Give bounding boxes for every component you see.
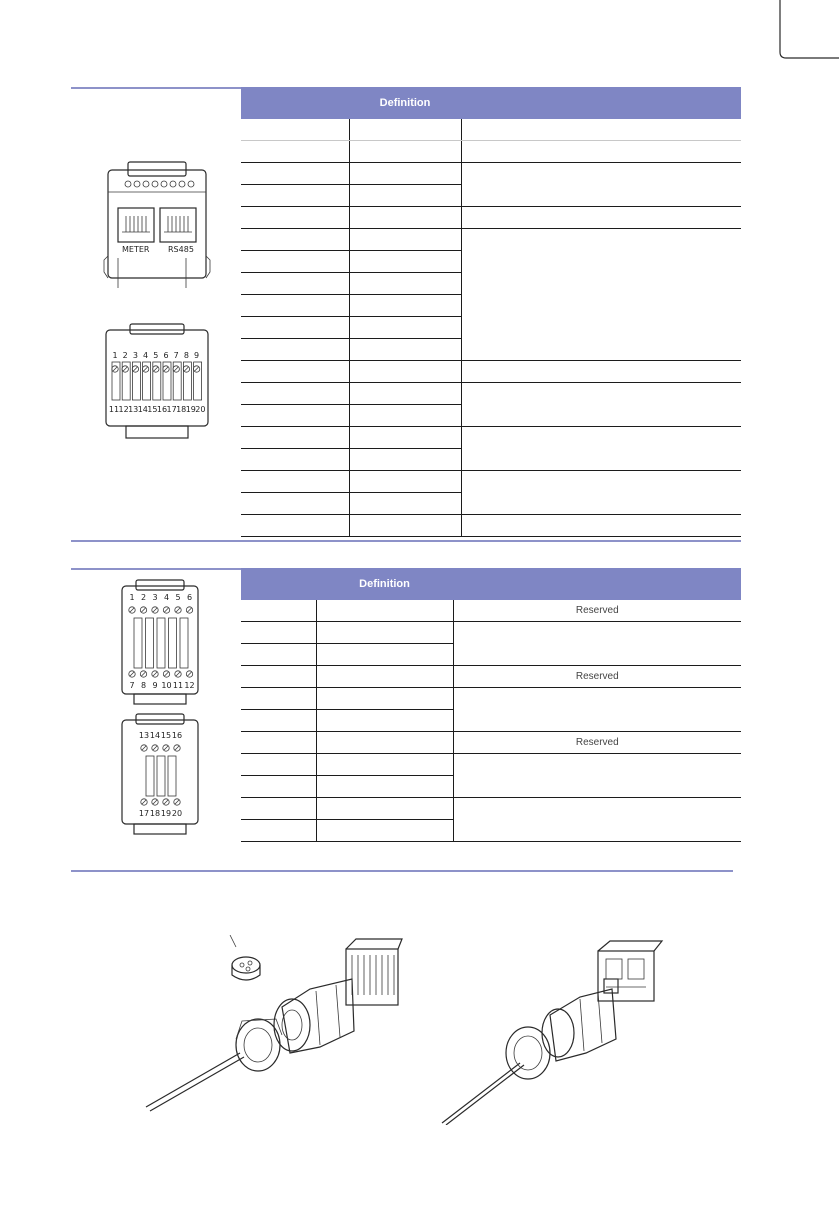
pin-cell	[241, 295, 349, 317]
pin-cell	[241, 688, 316, 710]
pin-number-label: 13	[128, 405, 139, 414]
table-1-header-definition: Definition	[349, 87, 461, 119]
pin-cell	[241, 119, 349, 141]
definition-cell	[316, 776, 453, 798]
description-cell	[453, 798, 741, 842]
pin-cell	[241, 405, 349, 427]
table-row	[241, 622, 741, 644]
definition-cell	[349, 493, 461, 515]
pin-number-label: 17	[166, 405, 177, 414]
definition-cell	[316, 666, 453, 688]
pin-cell	[241, 163, 349, 185]
section-2-bottom-rule	[71, 870, 733, 872]
pin-cell	[241, 710, 316, 732]
table-row	[241, 471, 741, 493]
pin-number-label: 19	[160, 809, 172, 818]
description-cell	[461, 361, 741, 383]
table-row	[241, 383, 741, 405]
description-cell	[453, 754, 741, 798]
pin-number-label: 11	[172, 681, 184, 690]
definition-cell	[349, 229, 461, 251]
pin-cell	[241, 427, 349, 449]
pin-number-label: 13	[138, 731, 150, 740]
definition-cell	[349, 405, 461, 427]
pin-cell	[241, 515, 349, 537]
description-cell	[453, 688, 741, 732]
description-cell	[461, 471, 741, 515]
description-cell	[461, 515, 741, 537]
pin-cell	[241, 600, 316, 622]
pin-definition-table-1	[241, 87, 741, 537]
meter-port-label: METER	[122, 245, 150, 254]
table-row	[241, 688, 741, 710]
pin-number-label: 11	[108, 405, 120, 414]
definition-cell	[349, 185, 461, 207]
definition-cell	[349, 295, 461, 317]
definition-cell	[349, 141, 461, 163]
definition-cell	[349, 119, 461, 141]
description-cell	[461, 141, 741, 163]
pin-number-label: 8	[183, 351, 189, 360]
pin-number-label: 3	[152, 593, 158, 602]
pin-cell	[241, 449, 349, 471]
pin-number-label: 17	[138, 809, 150, 818]
table-row	[241, 798, 741, 820]
pin-number-label: 2	[122, 351, 128, 360]
pin-number-label: 7	[173, 351, 179, 360]
table-row	[241, 229, 741, 251]
definition-cell	[316, 644, 453, 666]
definition-cell	[316, 798, 453, 820]
table-row	[241, 754, 741, 776]
table-2-header-pin	[241, 568, 316, 600]
terminal-block-12-pin-figure	[118, 578, 202, 706]
pin-cell	[241, 622, 316, 644]
pin-number-label: 1	[112, 351, 118, 360]
pin-number-label: 5	[175, 593, 181, 602]
table-1-header-pin	[241, 87, 349, 119]
pin-number-label: 4	[163, 593, 170, 602]
table-2-header-definition: Definition	[316, 568, 453, 600]
table-1-header-description	[461, 87, 741, 119]
description-cell: Reserved	[453, 666, 741, 688]
pin-number-label: 3	[132, 351, 138, 360]
communication-connector-front-figure	[100, 160, 215, 290]
table-row	[241, 361, 741, 383]
description-cell	[461, 427, 741, 471]
definition-cell	[349, 471, 461, 493]
pin-cell	[241, 754, 316, 776]
table-row	[241, 207, 741, 229]
description-cell: Reserved	[453, 600, 741, 622]
pin-cell	[241, 776, 316, 798]
definition-cell	[316, 622, 453, 644]
table-row	[241, 163, 741, 185]
table-row	[241, 141, 741, 163]
pin-number-label: 15	[160, 731, 172, 740]
description-cell	[461, 383, 741, 427]
pin-number-label: 14	[137, 405, 148, 414]
pin-cell	[241, 798, 316, 820]
definition-cell	[349, 383, 461, 405]
definition-cell	[316, 754, 453, 776]
pin-number-label: 19	[185, 405, 196, 414]
pin-cell	[241, 273, 349, 295]
pin-number-label: 12	[184, 681, 195, 690]
definition-cell	[349, 207, 461, 229]
description-cell: Reserved	[453, 732, 741, 754]
terminal-block-8-pin-figure	[118, 712, 202, 836]
pin-number-label: 12	[118, 405, 129, 414]
pin-cell	[241, 251, 349, 273]
definition-cell	[349, 427, 461, 449]
pin-number-label: 1	[129, 593, 135, 602]
pin-number-label: 7	[129, 681, 135, 690]
pin-cell	[241, 732, 316, 754]
section-2-top-rule	[71, 568, 241, 570]
pin-number-label: 5	[153, 351, 159, 360]
pin-cell	[241, 141, 349, 163]
pin-cell	[241, 185, 349, 207]
pin-number-label: 6	[163, 351, 169, 360]
pin-cell	[241, 493, 349, 515]
pin-number-label: 20	[171, 809, 183, 818]
table-row	[241, 119, 741, 141]
pin-number-label: 20	[195, 405, 206, 414]
pin-number-label: 8	[140, 681, 147, 690]
definition-cell	[316, 710, 453, 732]
pin-cell	[241, 644, 316, 666]
section-1-top-rule	[71, 87, 241, 89]
definition-cell	[349, 449, 461, 471]
table-row	[241, 600, 741, 622]
cable-assembly-exploded-figure	[140, 935, 410, 1115]
pin-number-label: 6	[186, 593, 193, 602]
description-cell	[461, 163, 741, 207]
section-1-bottom-rule	[71, 540, 741, 542]
pin-number-label: 16	[171, 731, 183, 740]
pin-number-label: 16	[156, 405, 168, 414]
definition-cell	[316, 732, 453, 754]
pin-cell	[241, 317, 349, 339]
definition-cell	[349, 339, 461, 361]
pin-cell	[241, 471, 349, 493]
definition-cell	[349, 515, 461, 537]
terminal-block-20-pin-figure	[100, 322, 215, 442]
definition-cell	[349, 361, 461, 383]
definition-cell	[316, 600, 453, 622]
table-row	[241, 427, 741, 449]
pin-number-label: 4	[143, 351, 149, 360]
table-row	[241, 515, 741, 537]
pin-cell	[241, 207, 349, 229]
pin-number-label: 9	[194, 351, 200, 360]
pin-number-label: 18	[176, 405, 187, 414]
definition-cell	[349, 163, 461, 185]
pin-definition-table-2	[241, 568, 741, 842]
description-cell	[461, 229, 741, 361]
pin-cell	[241, 339, 349, 361]
pin-cell	[241, 229, 349, 251]
rs485-port-label: RS485	[168, 245, 194, 254]
table-row	[241, 732, 741, 754]
cable-assembly-inserted-figure	[440, 935, 670, 1125]
pin-cell	[241, 361, 349, 383]
description-cell	[461, 207, 741, 229]
pin-number-label: 9	[152, 681, 158, 690]
definition-cell	[316, 688, 453, 710]
definition-cell	[349, 317, 461, 339]
pin-number-label: 18	[149, 809, 161, 818]
pin-cell	[241, 666, 316, 688]
pin-number-label: 15	[147, 405, 158, 414]
description-cell	[453, 622, 741, 666]
table-2-header-description	[453, 568, 741, 600]
definition-cell	[349, 251, 461, 273]
table-row	[241, 666, 741, 688]
pin-number-label: 2	[140, 593, 147, 602]
description-cell	[461, 119, 741, 141]
pin-cell	[241, 820, 316, 842]
crop-mark	[0, 0, 839, 90]
pin-number-label: 14	[149, 731, 161, 740]
pin-number-label: 10	[161, 681, 172, 690]
definition-cell	[349, 273, 461, 295]
definition-cell	[316, 820, 453, 842]
pin-cell	[241, 383, 349, 405]
